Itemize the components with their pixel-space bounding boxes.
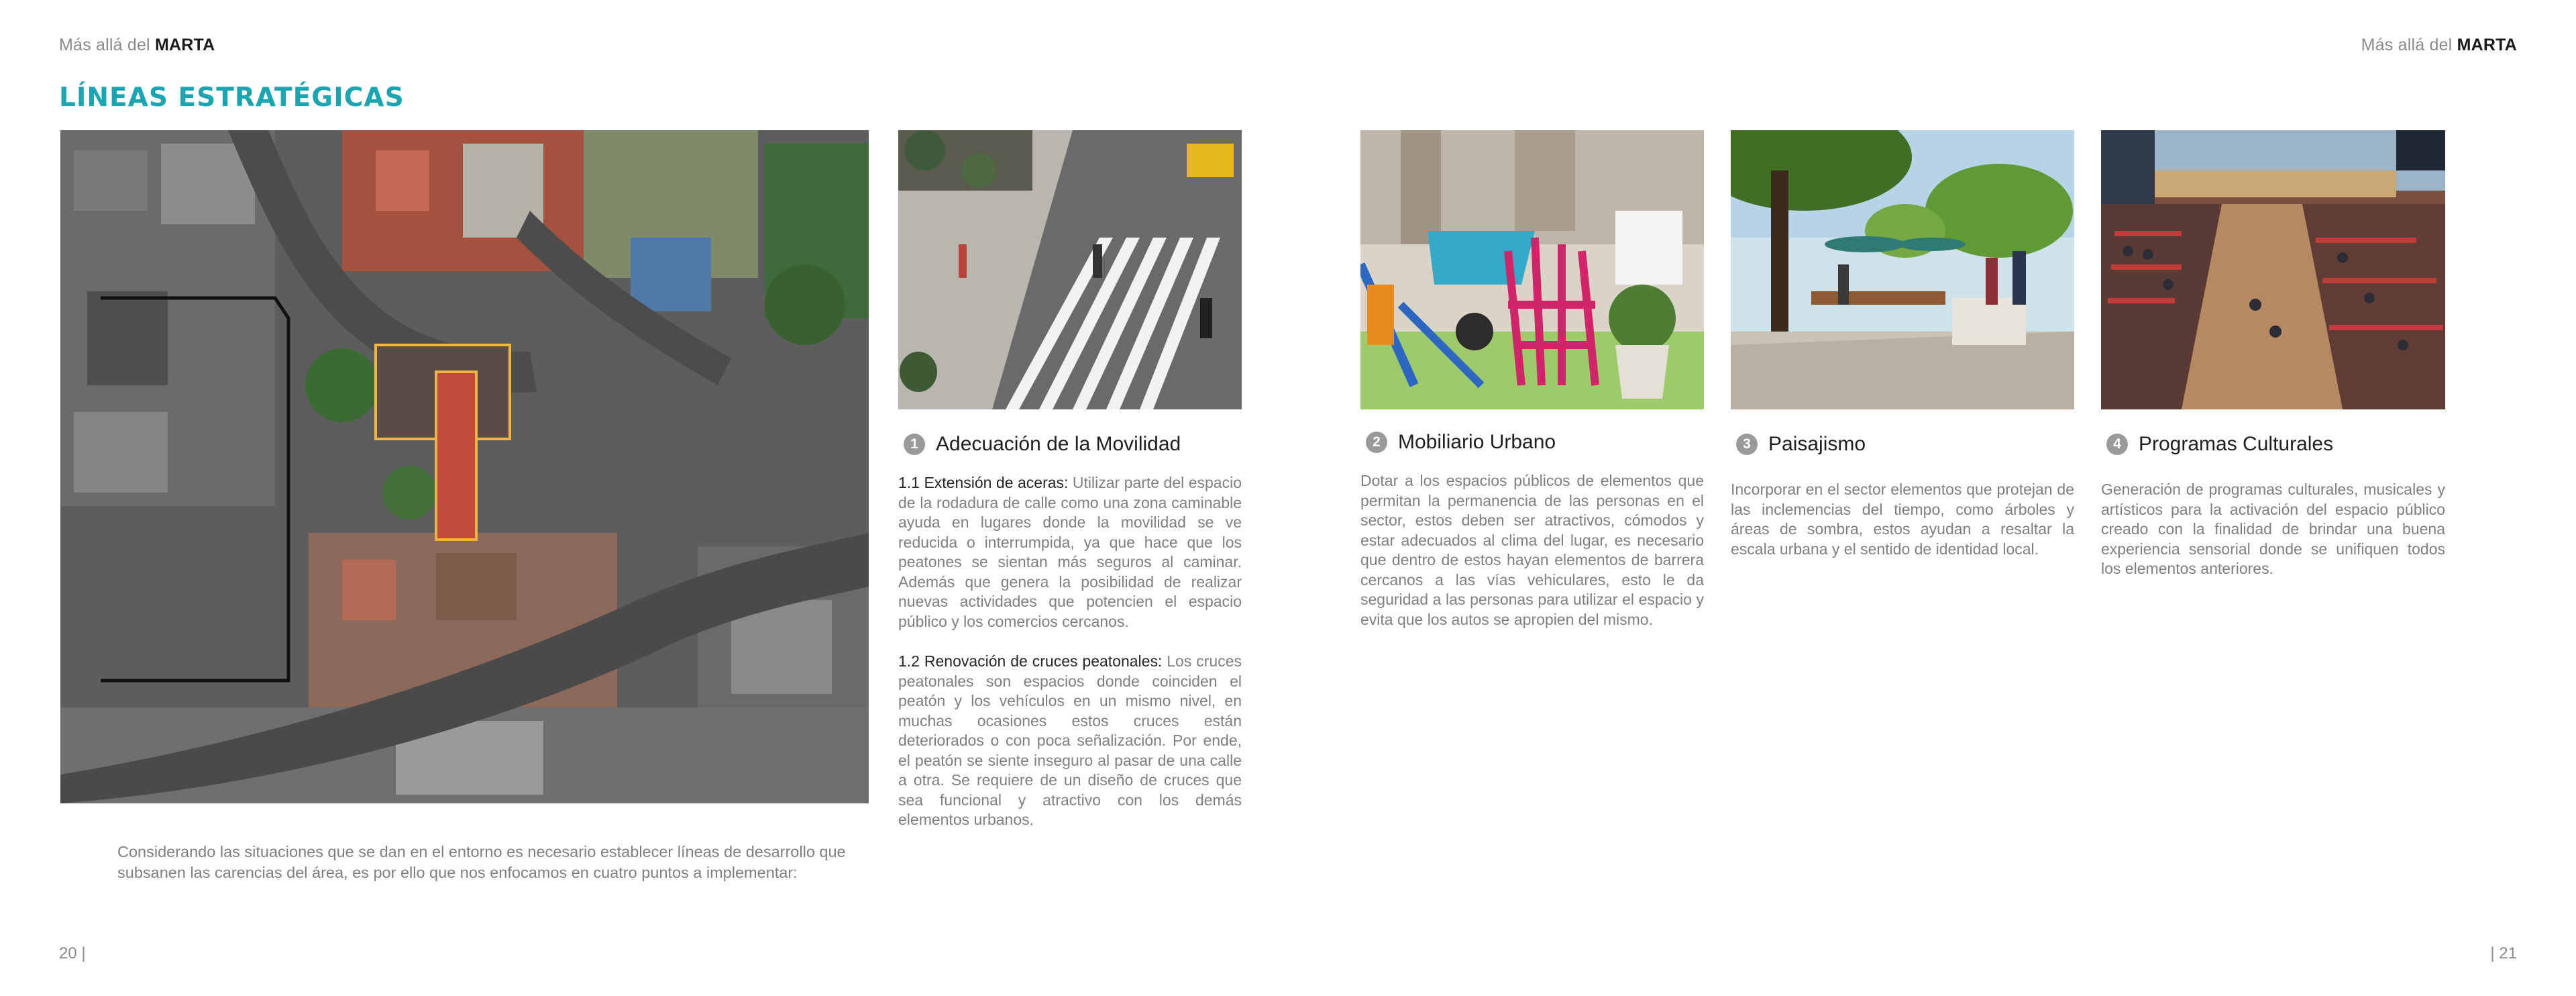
- line-3-number-badge: 3: [1736, 434, 1758, 455]
- running-header-prefix: Más allá del: [59, 36, 150, 54]
- line-1-number-badge: 1: [904, 434, 925, 455]
- section-title: LÍNEAS ESTRATÉGICAS: [59, 83, 405, 113]
- line-1-title: Adecuación de la Movilidad: [936, 433, 1181, 455]
- line-4-body: Generación de programas culturales, musicales y artísticos para la activación del espacio público creado con la finalidad de brindar una buena experiencia sensorial donde se unifiquen todos los elementos anteriores.: [2101, 481, 2445, 577]
- running-header-right: [2361, 36, 2517, 55]
- landscape-photo: [1731, 130, 2074, 409]
- page-number-left: 20 |: [59, 944, 86, 962]
- crosswalk-photo: [898, 130, 1242, 409]
- line-1-body: [898, 473, 1242, 830]
- running-header-brand: MARTA: [154, 36, 215, 54]
- aerial-photo: [60, 130, 869, 803]
- line-3-heading: [1736, 433, 1866, 456]
- line-4-title: Programas Culturales: [2139, 433, 2334, 455]
- line-3-title: Paisajismo: [1768, 433, 1866, 455]
- running-header-left: [59, 36, 215, 55]
- running-header-prefix: Más allá del: [2361, 36, 2453, 54]
- line-2-title: Mobiliario Urbano: [1398, 431, 1556, 453]
- line-1-paragraph-2: [898, 652, 1242, 830]
- paragraph-text: Utilizar parte del espacio de la rodadura de calle como una zona caminable ayuda en lugares donde la movilidad se ve reducida o interrumpida, ya que hace que los peatones se sientan más seguros al caminar. Además que genera la posibilidad de realizar nuevas actividades que potencien el espacio público y los comercios cercanos.: [898, 474, 1242, 630]
- page-number-right: | 21: [2490, 944, 2517, 962]
- line-2-heading: [1366, 431, 1556, 454]
- paragraph-text: Los cruces peatonales son espacios donde coinciden el peatón y los vehículos en un mismo nivel, en muchas ocasiones estos cruces están deteriorados o con poca señalización. Por ende, el peatón se siente inseguro al pasar de una calle a otra. Se requiere de un diseño de cruces que sea funcional y atractivo con los demás elementos urbanos.: [898, 652, 1242, 828]
- line-3-body: Incorporar en el sector elementos que protejan de las inclemencias del tiempo, como árboles y áreas de sombra, estos ayudan a resaltar la escala urbana y el sentido de identidad local.: [1731, 481, 2074, 558]
- street-furniture-photo: [1360, 130, 1704, 409]
- paragraph-lead: 1.2 Renovación de cruces peatonales:: [898, 652, 1163, 670]
- line-2-body: Dotar a los espacios públicos de elementos que permitan la permanencia de las personas en el sector, estos deben ser atractivos, cómodos y estar adecuados al clima del lugar, es necesario que dentro de estos hayan elementos de barrera cercanos a las vías vehiculares, esto le da seguridad a las personas para utilizar el espacio y evita que los autos se apropien del mismo.: [1360, 472, 1704, 628]
- paragraph-lead: 1.1 Extensión de aceras:: [898, 474, 1069, 491]
- running-header-brand: MARTA: [2457, 36, 2517, 54]
- line-2-number-badge: 2: [1366, 432, 1387, 453]
- line-4-heading: [2106, 433, 2333, 456]
- line-1-paragraph-1: [898, 473, 1242, 632]
- line-1-heading: [904, 433, 1181, 456]
- line-4-number-badge: 4: [2106, 434, 2128, 455]
- intro-text: Considerando las situaciones que se dan en el entorno es necesario establecer líneas de desarrollo que subsanen las carencias del área, es por ello que nos enfocamos en cuatro puntos a implementar:: [117, 843, 846, 881]
- cultural-event-photo: [2101, 130, 2445, 409]
